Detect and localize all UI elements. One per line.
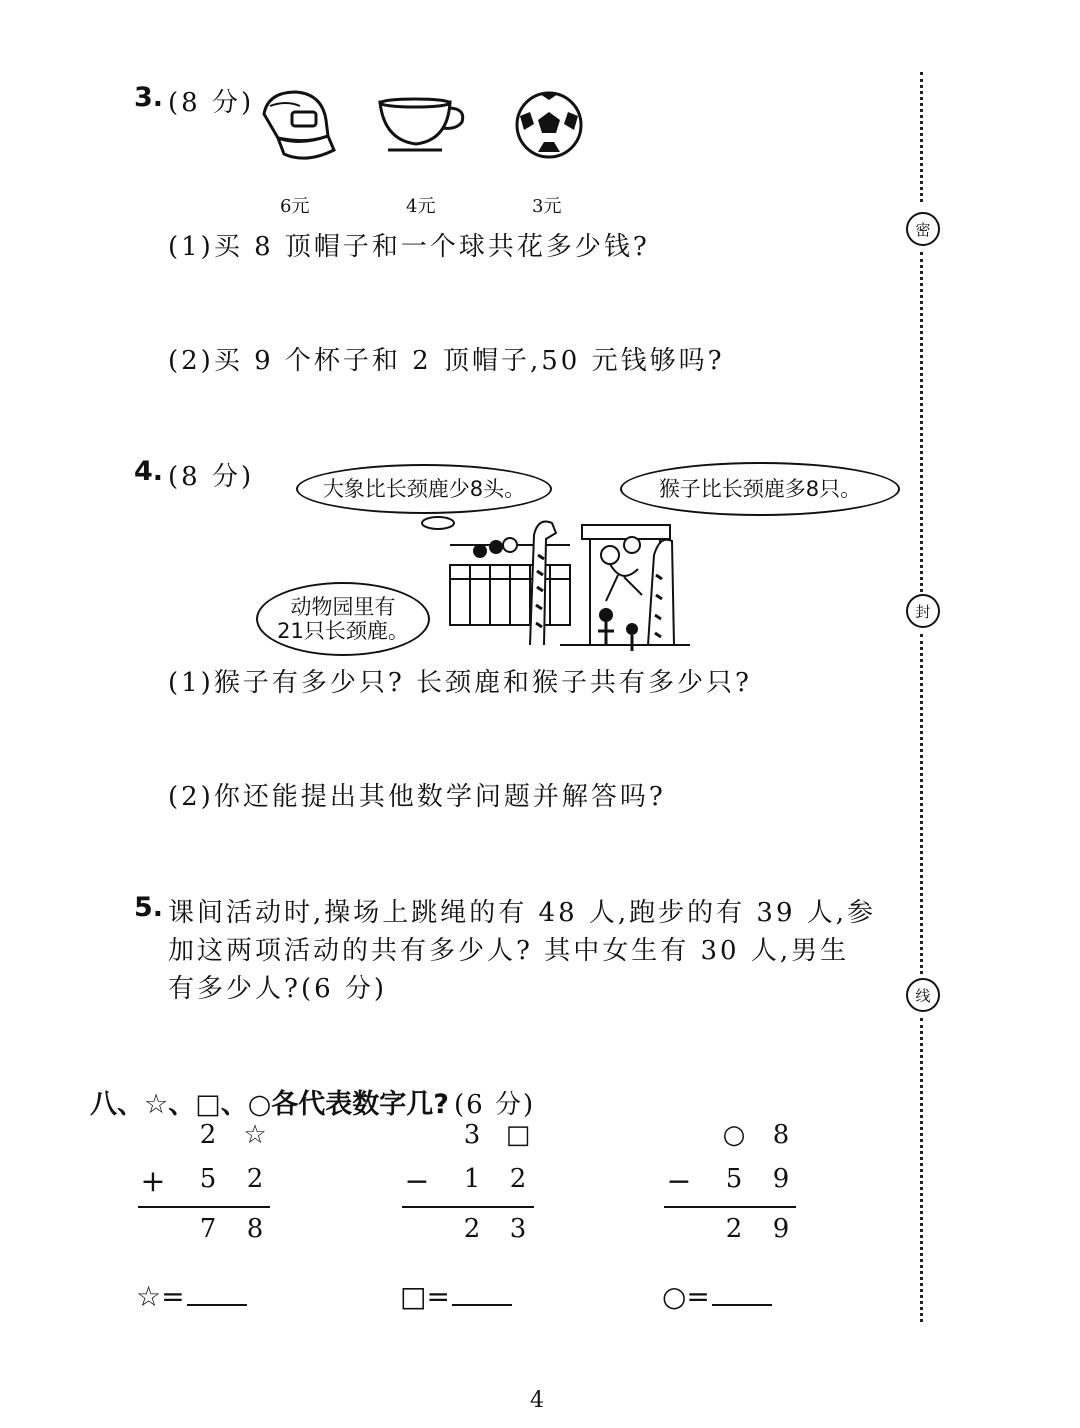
bubble-giraffe-line2: 21只长颈鹿。 bbox=[277, 619, 409, 643]
section8-title: 八、☆、□、○各代表数字几? bbox=[90, 1089, 449, 1120]
eq3-mid-tens: 5 bbox=[725, 1164, 743, 1194]
q3-sub1: (1)买 8 顶帽子和一个球共花多少钱? bbox=[168, 232, 650, 262]
eq1-res-tens: 7 bbox=[199, 1214, 217, 1244]
cup-price: 4元 bbox=[406, 196, 436, 217]
q3-sub2: (2)买 9 个杯子和 2 顶帽子,50 元钱够吗? bbox=[168, 346, 725, 376]
binding-line-bottom bbox=[920, 1018, 923, 1322]
eq1-top-ones: ☆ bbox=[243, 1120, 267, 1150]
bubble-giraffe bbox=[256, 582, 430, 656]
eq2-answer-label: □= bbox=[400, 1280, 450, 1313]
eq3-res-ones: 9 bbox=[772, 1214, 790, 1244]
cup-icon bbox=[376, 96, 468, 158]
eq1-res-ones: 8 bbox=[246, 1214, 264, 1244]
eq2-res-ones: 3 bbox=[509, 1214, 527, 1244]
binding-line-mid bbox=[920, 252, 923, 592]
q5-line3: 有多少人?(6 分) bbox=[168, 974, 388, 1004]
eq1-top-tens: 2 bbox=[199, 1120, 217, 1150]
q5-line2: 加这两项活动的共有多少人? 其中女生有 30 人,男生 bbox=[168, 936, 850, 966]
q4-sub1: (1)猴子有多少只? 长颈鹿和猴子共有多少只? bbox=[168, 668, 752, 698]
eq3-answer-label: ○= bbox=[662, 1280, 710, 1313]
zoo-scene-illustration bbox=[410, 505, 690, 655]
eq1-result-line bbox=[138, 1206, 270, 1208]
soccer-ball-icon bbox=[514, 90, 584, 160]
eq2-top-tens: 3 bbox=[463, 1120, 481, 1150]
eq2-operator: − bbox=[404, 1164, 430, 1199]
q3-score: (8 分) bbox=[168, 88, 255, 118]
eq3-answer bbox=[662, 1280, 772, 1313]
binding-line-top bbox=[920, 72, 923, 202]
eq1-operator: + bbox=[140, 1164, 166, 1199]
eq3-mid-ones: 9 bbox=[772, 1164, 790, 1194]
q4-number: 4. bbox=[134, 456, 164, 487]
eq3-res-tens: 2 bbox=[725, 1214, 743, 1244]
eq1-answer-label: ☆= bbox=[136, 1280, 185, 1313]
q4-sub2: (2)你还能提出其他数学问题并解答吗? bbox=[168, 782, 666, 812]
bubble-monkey: 猴子比长颈鹿多8只。 bbox=[620, 462, 900, 516]
eq2-mid-tens: 1 bbox=[463, 1164, 481, 1194]
eq3-operator: − bbox=[666, 1164, 692, 1199]
bubble-elephant: 大象比长颈鹿少8头。 bbox=[296, 464, 552, 514]
cap-icon bbox=[256, 84, 338, 166]
eq2-answer-blank[interactable] bbox=[452, 1282, 512, 1306]
eq2-answer bbox=[400, 1280, 512, 1313]
eq3-top-ones: 8 bbox=[772, 1120, 790, 1150]
eq3-top-tens: ○ bbox=[722, 1120, 746, 1150]
section8-header bbox=[90, 1082, 535, 1121]
eq1-answer-blank[interactable] bbox=[187, 1282, 247, 1306]
seal-feng: 封 bbox=[906, 594, 940, 628]
cap-price: 6元 bbox=[280, 196, 310, 217]
eq1-mid-tens: 5 bbox=[199, 1164, 217, 1194]
eq2-result-line bbox=[402, 1206, 534, 1208]
q3-number: 3. bbox=[134, 82, 164, 113]
eq2-res-tens: 2 bbox=[463, 1214, 481, 1244]
eq2-mid-ones: 2 bbox=[509, 1164, 527, 1194]
q5-number: 5. bbox=[134, 892, 164, 923]
eq1-answer bbox=[136, 1280, 247, 1313]
page-number: 4 bbox=[530, 1388, 544, 1413]
eq3-answer-blank[interactable] bbox=[712, 1282, 772, 1306]
binding-line-lower bbox=[920, 634, 923, 974]
ball-price: 3元 bbox=[532, 196, 562, 217]
eq2-top-ones: □ bbox=[505, 1120, 531, 1150]
seal-mi: 密 bbox=[906, 212, 940, 246]
eq3-result-line bbox=[664, 1206, 796, 1208]
seal-xian: 线 bbox=[906, 978, 940, 1012]
eq1-mid-ones: 2 bbox=[246, 1164, 264, 1194]
bubble-giraffe-line1: 动物园里有 bbox=[290, 594, 396, 619]
q4-score: (8 分) bbox=[168, 462, 255, 492]
q5-line1: 课间活动时,操场上跳绳的有 48 人,跑步的有 39 人,参 bbox=[168, 898, 877, 928]
section8-score: (6 分) bbox=[454, 1090, 536, 1120]
